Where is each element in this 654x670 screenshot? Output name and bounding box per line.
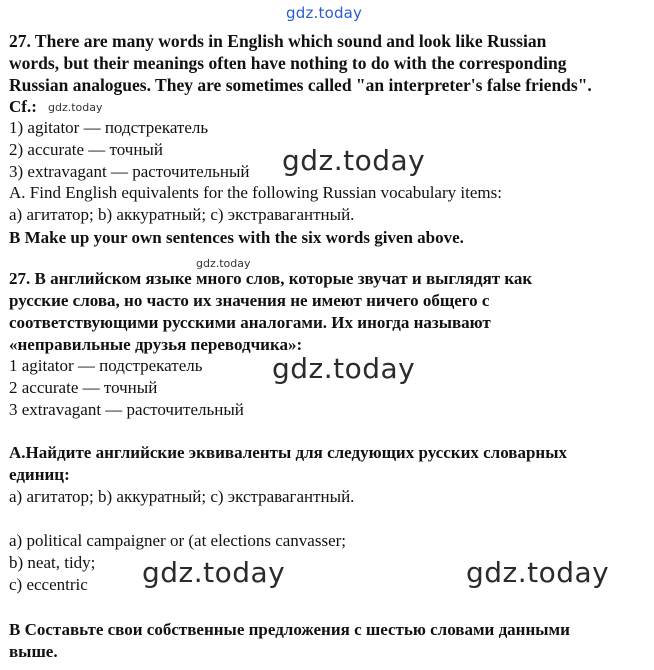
russian-intro-line: русские слова, но часто их значения не имеют ничего общего с: [9, 291, 490, 310]
word-pair: 3) extravagant — расточительный: [9, 162, 250, 181]
english-intro-line: words, but their meanings often have nothing to do with the corresponding: [9, 53, 567, 73]
task-a-heading: А.Найдите английские эквиваленты для следующих русских словарных: [9, 443, 567, 462]
cf-label: Cf.:: [9, 97, 37, 116]
english-intro-line: Russian analogues. They are sometimes called "an interpreter's false friends".: [9, 75, 592, 95]
task-b-heading: В Составьте свои собственные предложения с шестью словами данными: [9, 620, 570, 639]
watermark-top: gdz.today: [286, 4, 363, 22]
watermark-large: gdz.today: [142, 556, 286, 589]
answer-line: c) eccentric: [9, 575, 88, 594]
watermark-small: gdz.today: [48, 101, 103, 114]
english-intro-line: 27. There are many words in English which sound and look like Russian: [9, 31, 547, 51]
word-pair: 1) agitator — подстрекатель: [9, 118, 209, 137]
task-a-items: а) агитатор; b) аккуратный; с) экстравагантный.: [9, 487, 355, 506]
word-pair: 3 extravagant — расточительный: [9, 400, 244, 419]
watermark-small: gdz.today: [196, 257, 251, 270]
task-b-heading: выше.: [9, 642, 58, 661]
watermark-large: gdz.today: [466, 556, 610, 589]
word-pair: 1 agitator — подстрекатель: [9, 356, 203, 375]
russian-intro-line: 27. В английском языке много слов, которые звучат и выглядят как: [9, 269, 533, 288]
word-pair: 2) accurate — точный: [9, 140, 163, 159]
task-a-heading: единиц:: [9, 465, 70, 484]
answer-line: b) neat, tidy;: [9, 553, 96, 572]
russian-intro-line: соответствующими русскими аналогами. Их иногда называют: [9, 313, 491, 332]
task-a-items: а) агитатор; b) аккуратный; с) экстравагантный.: [9, 205, 355, 224]
watermark-large: gdz.today: [282, 144, 426, 177]
russian-intro-line: «неправильные друзья переводчика»:: [9, 335, 303, 354]
task-b-heading: B Make up your own sentences with the six words given above.: [9, 228, 464, 247]
answer-line: a) political campaigner or (at elections canvasser;: [9, 531, 347, 550]
watermark-large: gdz.today: [272, 352, 416, 385]
task-a-heading: A. Find English equivalents for the following Russian vocabulary items:: [9, 183, 502, 202]
word-pair: 2 accurate — точный: [9, 378, 158, 397]
